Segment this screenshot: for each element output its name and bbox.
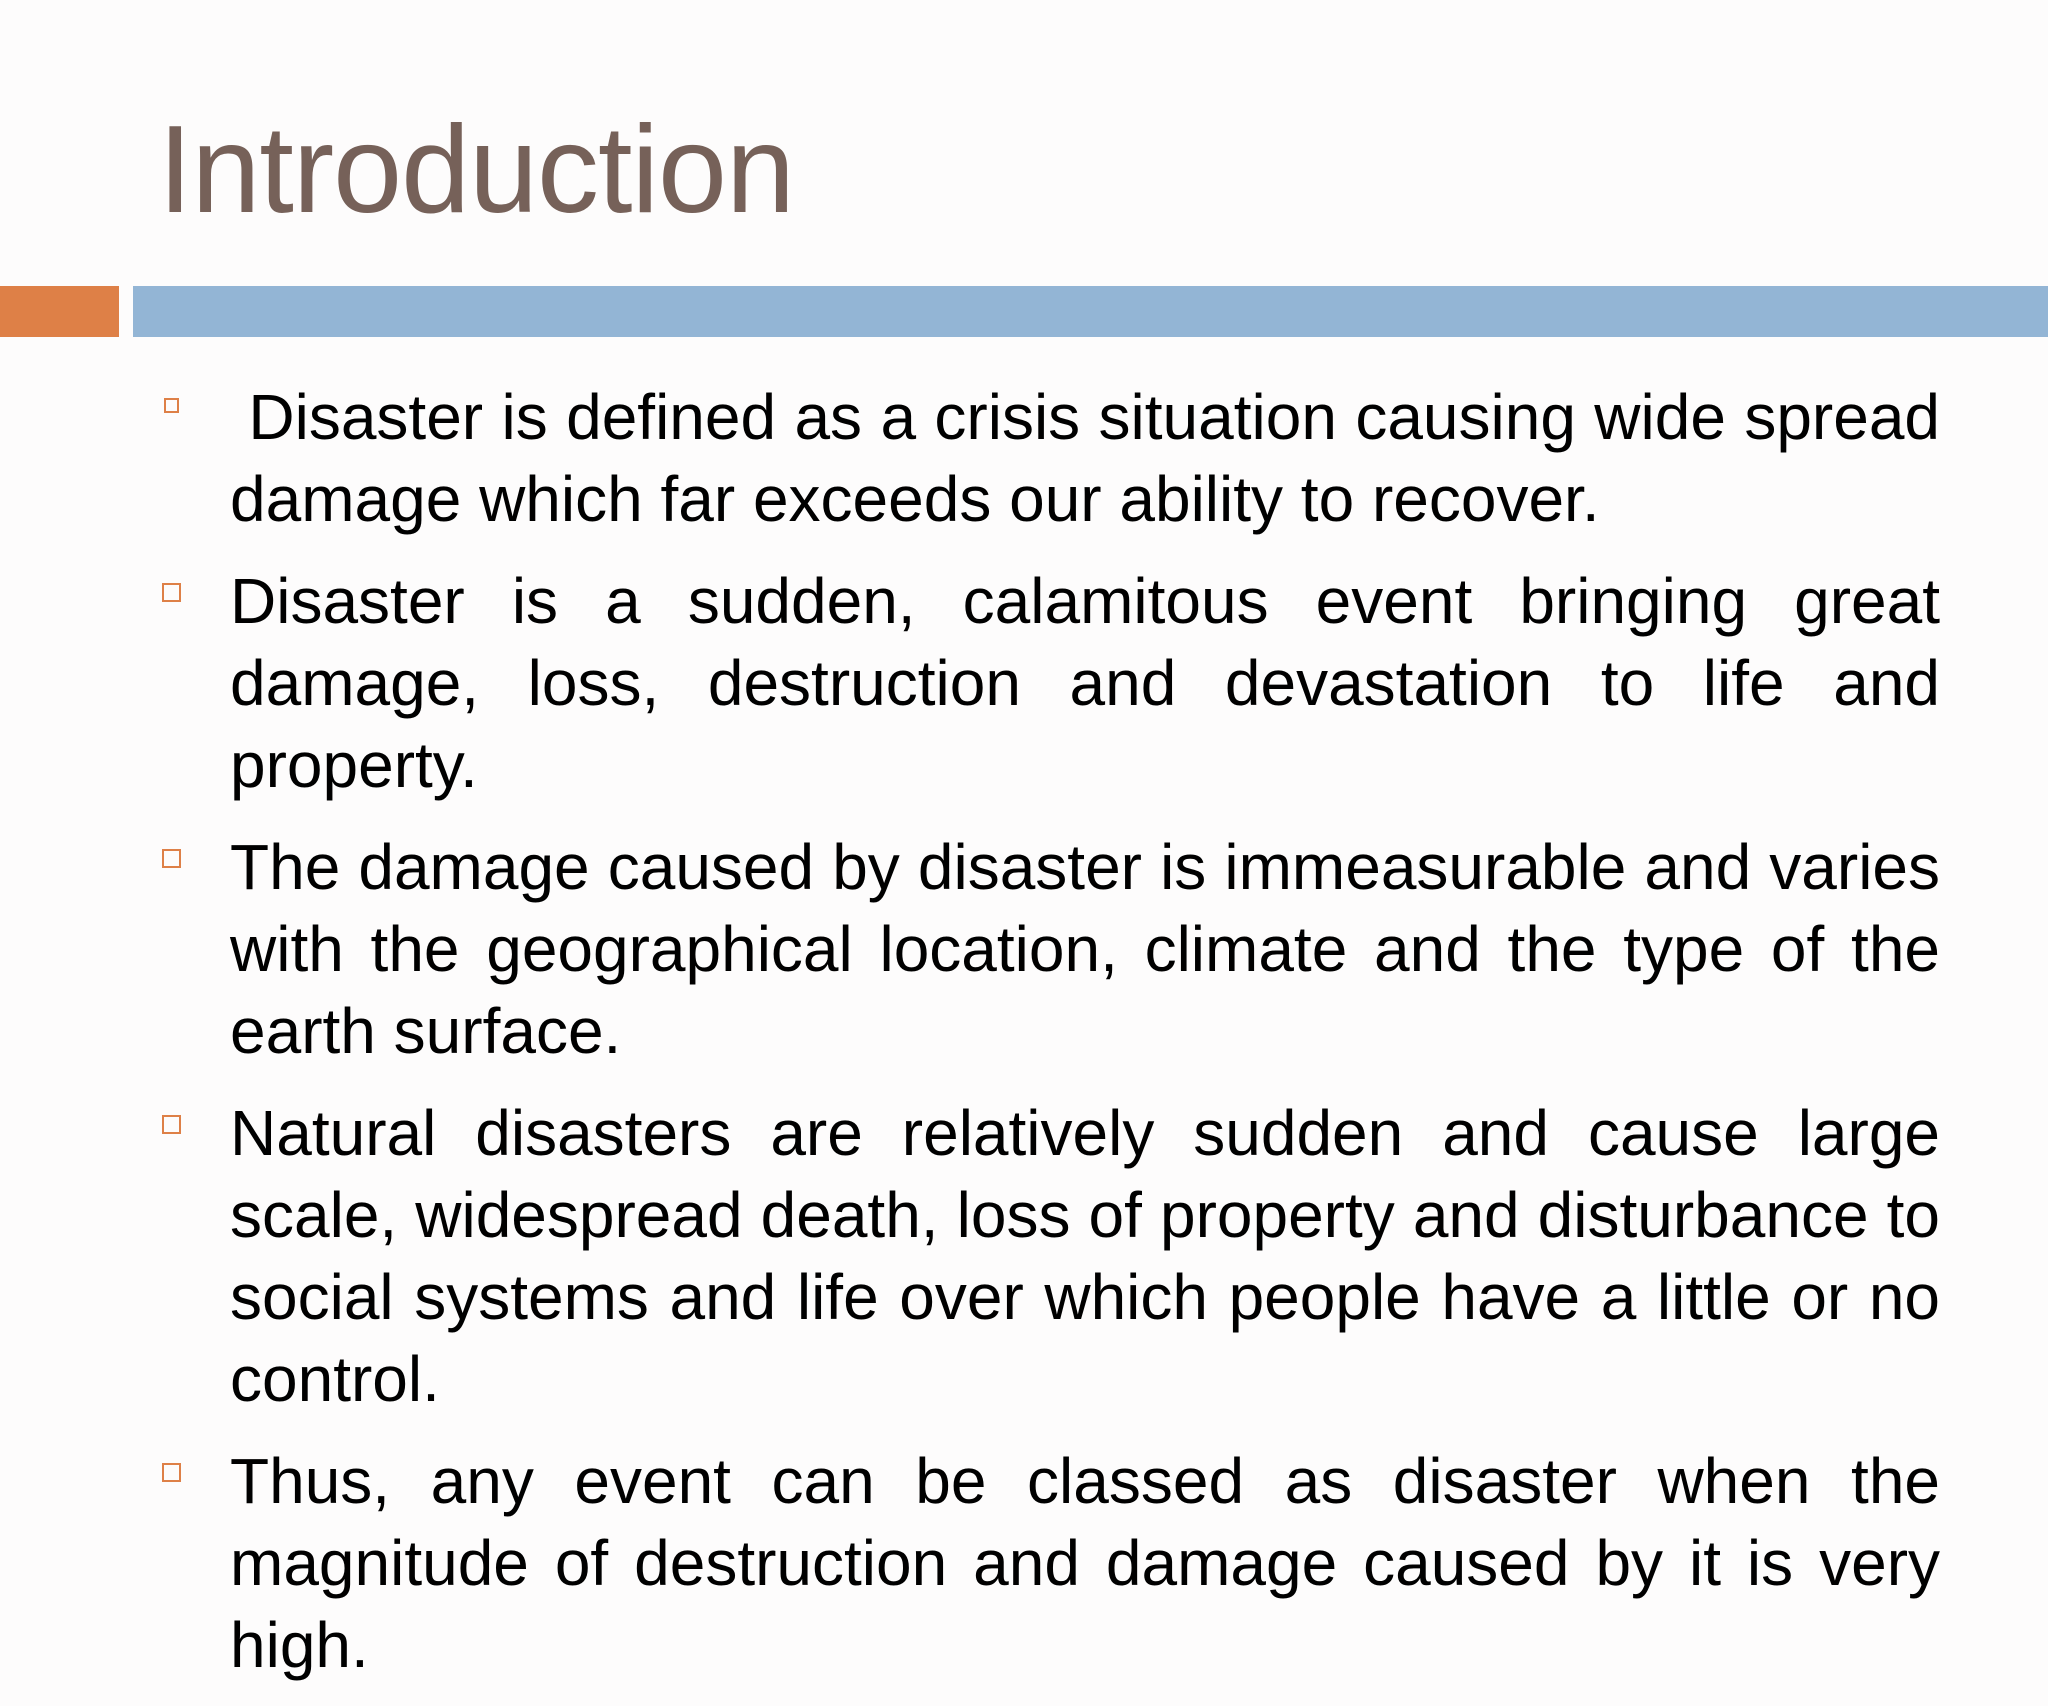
square-bullet-icon bbox=[162, 1463, 181, 1482]
bullet-text: Disaster is a sudden, calamitous event bringing great damage, loss, destruction and devastation to life and property. bbox=[230, 565, 1958, 801]
bullet-item bbox=[0, 376, 2048, 540]
bullet-item bbox=[0, 560, 2048, 806]
bullet-item bbox=[0, 1440, 2048, 1686]
slide-title: Introduction bbox=[158, 101, 794, 239]
blue-accent-bar bbox=[133, 286, 2048, 337]
square-bullet-icon bbox=[164, 398, 179, 413]
bullet-text: Disaster is defined as a crisis situation causing wide spread damage which far exceeds our ability to recover. bbox=[230, 381, 1958, 535]
bullet-list bbox=[0, 376, 2048, 1706]
orange-accent-bar bbox=[0, 286, 119, 337]
bullet-item bbox=[0, 826, 2048, 1072]
bullet-text: The damage caused by disaster is immeasurable and varies with the geographical location, climate and the type of the earth surface. bbox=[230, 831, 1958, 1067]
bullet-text: Natural disasters are relatively sudden and cause large scale, widespread death, loss of property and disturbance to social systems and life over which people have a little or no control. bbox=[230, 1097, 1958, 1415]
square-bullet-icon bbox=[162, 1115, 181, 1134]
square-bullet-icon bbox=[162, 849, 181, 868]
bullet-item bbox=[0, 1092, 2048, 1420]
square-bullet-icon bbox=[162, 583, 181, 602]
bullet-text: Thus, any event can be classed as disaster when the magnitude of destruction and damage caused by it is very high. bbox=[230, 1445, 1958, 1681]
